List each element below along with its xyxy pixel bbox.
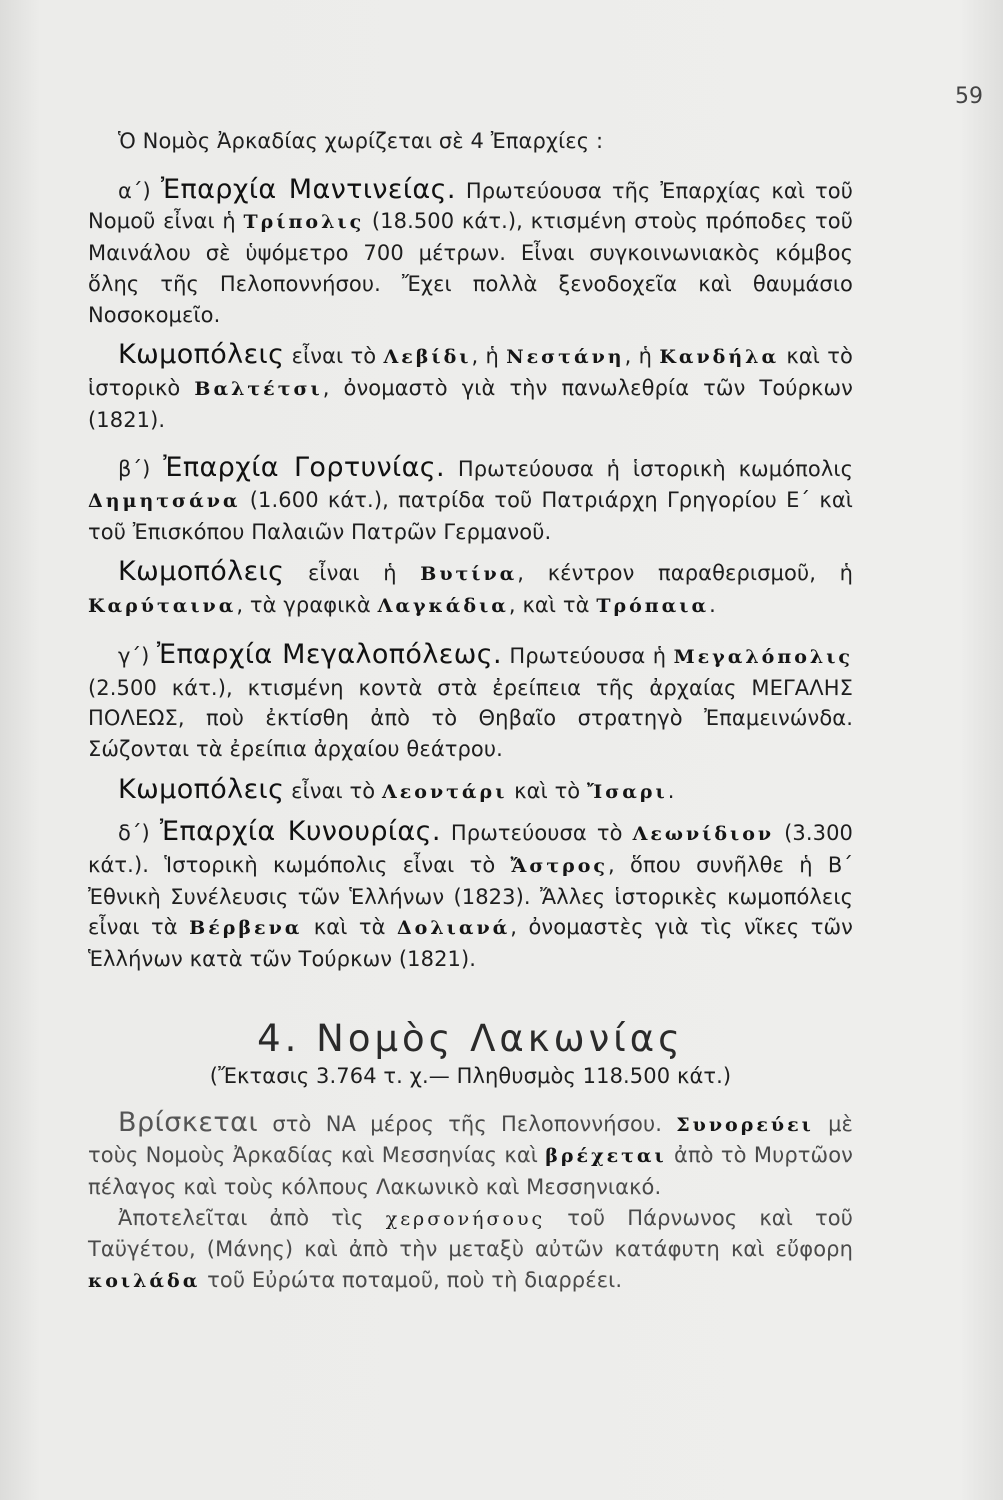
eparchia-d-town-astros: Ἄστρος	[510, 855, 609, 878]
section-subtitle: (Ἔκτασις 3.764 τ. χ.— Πληθυσμὸς 118.500 κάτ.)	[209, 1063, 732, 1088]
eparchia-c-komopoleis-label: Κωμοπόλεις	[118, 773, 285, 805]
lakonia-paragraph-1	[88, 1108, 853, 1203]
eparchia-d-town-2: Δολιανά	[396, 917, 511, 940]
eparchia-kynouria-paragraph	[88, 817, 853, 975]
lakonia-p1-lead: Βρίσκεται	[118, 1106, 259, 1138]
eparchia-c-number: γ΄)	[118, 643, 157, 668]
eparchia-c-komopoleis-paragraph	[88, 775, 853, 808]
eparchia-a-town-1: Λεβίδι	[383, 346, 472, 369]
eparchia-a-text-1: Πρωτεύουσα τῆς Ἐπαρχίας καὶ τοῦ Νομοῦ εἶναι ἡ	[88, 178, 853, 234]
section-title: 4. Νομὸς Λακωνίας	[257, 1016, 684, 1060]
lakonia-p2-text-b: τοῦ Πάρνωνος καὶ τοῦ Ταϋγέτου, (Μάνης) καὶ ἀπὸ τὴν μεταξὺ αὐτῶν κατάφυτη καὶ εὔφορη	[88, 1205, 853, 1262]
eparchia-b-komopoleis-paragraph	[88, 557, 853, 621]
eparchia-a-k-text-4: καὶ τὸ ἱστορικὸ	[88, 344, 853, 400]
eparchia-c-text-1: Πρωτεύουσα ἡ	[501, 643, 674, 668]
lakonia-p1-text-b: μὲ τοὺς Νομοὺς Ἀρκαδίας καὶ Μεσσηνίας καὶ	[88, 1111, 853, 1168]
eparchia-c-k-text-1: εἶναι τὸ	[284, 778, 382, 803]
eparchia-a-town-3: Κανδήλα	[659, 346, 780, 369]
eparchia-megalopolis-paragraph	[88, 640, 853, 765]
eparchia-a-number: α΄)	[118, 178, 161, 203]
lakonia-p1-spaced-1: Συνορεύει	[676, 1113, 814, 1136]
eparchia-c-town-1: Λεοντάρι	[382, 780, 508, 803]
eparchia-b-text-1: Πρωτεύουσα ἡ ἱστορικὴ κωμόπολις	[445, 457, 853, 482]
eparchia-b-town-2: Καρύταινα	[88, 595, 237, 618]
lakonia-p2-spaced-2: κοιλάδα	[88, 1270, 201, 1293]
intro-paragraph: Ὁ Νομὸς Ἀρκαδίας χωρίζεται σὲ 4 Ἐπαρχίες :	[118, 129, 604, 153]
eparchia-d-capital: Λεωνίδιον	[632, 823, 775, 846]
page-number: 59	[955, 84, 983, 109]
eparchia-a-text-2: (18.500 κάτ.), κτισμένη στοὺς πρόποδες τοῦ Μαινάλου σὲ ὑψόμετρο 700 μέτρων. Εἶναι συγκοινωνιακὸς κόμβος ὅλης τῆς Πελοποννήσου. Ἔχει πολλὰ ξενοδοχεῖα καὶ θαυμάσιο Νοσοκομεῖο.	[88, 209, 854, 327]
eparchia-a-title: Ἐπαρχία Μαντινείας.	[160, 173, 456, 205]
page-text	[88, 126, 853, 1297]
lakonia-p1-text-a: στὸ ΝΑ μέρος τῆς Πελοποννήσου.	[258, 1111, 677, 1136]
eparchia-c-text-2: (2.500 κάτ.), κτισμένη κοντὰ στὰ ἐρείπεια τῆς ἀρχαίας ΜΕΓΑΛΗΣ ΠΟΛΕΩΣ, ποὺ ἐκτίσθη ἀπὸ τὸ Θηβαῖο στρατηγὸ Ἐπαμεινώνδα. Σώζονται τὰ ἐρείπια ἀρχαίου θεάτρου.	[88, 675, 853, 761]
eparchia-a-town-2: Νεστάνη	[506, 346, 625, 369]
eparchia-mantineia-paragraph	[88, 175, 853, 331]
eparchia-c-town-2: Ἴσαρι	[587, 780, 668, 803]
eparchia-b-komopoleis-label: Κωμοπόλεις	[118, 556, 285, 588]
eparchia-d-text-5: , ὀνομαστὲς γιὰ τὶς νῖκες τῶν Ἑλλήνων κατὰ τῶν Τούρκων (1821).	[88, 915, 854, 972]
lakonia-paragraph-2	[88, 1203, 853, 1297]
lakonia-p2-spaced-1: χερσονήσους	[385, 1207, 546, 1230]
eparchia-a-k-text-1: εἶναι τὸ	[284, 344, 384, 369]
eparchia-b-town-4: Τρόπαια	[596, 595, 710, 618]
eparchia-b-town-1: Βυτίνα	[420, 563, 518, 586]
eparchia-b-town-3: Λαγκάδια	[377, 595, 509, 618]
eparchia-d-text-1: Πρωτεύουσα τὸ	[440, 821, 633, 846]
eparchia-b-title: Ἐπαρχία Γορτυνίας.	[163, 452, 446, 484]
eparchia-b-text-2: (1.600 κάτ.), πατρίδα τοῦ Πατριάρχη Γρηγορίου Ε΄ καὶ τοῦ Ἐπισκόπου Παλαιῶν Πατρῶν Γερμανοῦ.	[88, 488, 853, 544]
eparchia-a-k-text-3: , ἡ	[624, 344, 660, 369]
eparchia-a-town-4: Βαλτέτσι	[194, 377, 323, 400]
lakonia-p2-text-a: Ἀποτελεῖται ἀπὸ τὶς	[118, 1205, 386, 1230]
eparchia-b-number: β΄)	[118, 457, 164, 482]
eparchia-c-title: Ἐπαρχία Μεγαλοπόλεως.	[156, 638, 502, 670]
eparchia-b-k-text-3: , τὰ γραφικὰ	[236, 593, 378, 618]
eparchia-c-k-text-2: καὶ τὸ	[507, 778, 588, 803]
eparchia-b-k-text-1: εἶναι ἡ	[284, 561, 421, 586]
eparchia-c-k-text-3: .	[667, 778, 675, 803]
eparchia-b-k-text-2: , κέντρον παραθερισμοῦ, ἡ	[517, 561, 853, 586]
eparchia-a-komopoleis-label: Κωμοπόλεις	[118, 339, 285, 371]
lakonia-p1-text-c: ἀπὸ τὸ Μυρτῶον πέλαγος καὶ τοὺς κόλπους Λακωνικὸ καὶ Μεσσηνιακό.	[88, 1143, 853, 1199]
eparchia-b-k-text-4: , καὶ τὰ	[508, 593, 597, 618]
eparchia-d-number: δ΄)	[118, 821, 160, 846]
eparchia-c-capital: Μεγαλόπολις	[673, 645, 853, 668]
lakonia-p2-text-c: τοῦ Εὐρώτα ποταμοῦ, ποὺ τὴ διαρρέει.	[200, 1268, 623, 1293]
lakonia-p1-spaced-2: βρέχεται	[545, 1145, 667, 1168]
eparchia-d-text-2: (3.300 κάτ.). Ἱστορικὴ κωμόπολις εἶναι τὸ	[88, 821, 853, 878]
eparchia-d-town-1: Βέρβενα	[189, 917, 303, 940]
eparchia-gortynia-paragraph	[88, 453, 853, 547]
eparchia-b-capital: Δημητσάνα	[88, 490, 241, 513]
eparchia-d-text-4: καὶ τὰ	[302, 915, 397, 940]
eparchia-d-title: Ἐπαρχία Κυνουρίας.	[159, 816, 441, 848]
eparchia-a-capital: Τρίπολις	[243, 211, 365, 234]
eparchia-a-k-text-2: , ἡ	[471, 344, 507, 369]
eparchia-a-k-text-5: , ὀνομαστὸ γιὰ τὴν πανωλεθρία τῶν Τούρκων (1821).	[88, 375, 853, 432]
eparchia-d-text-3: , ὅπου συνῆλθε ἡ Β΄ Ἐθνικὴ Συνέλευσις τῶν Ἑλλήνων (1823). Ἄλλες ἱστορικὲς κωμοπόλεις εἶναι τὰ	[88, 853, 853, 940]
eparchia-b-k-text-5: .	[709, 593, 716, 618]
eparchia-a-komopoleis-paragraph	[88, 340, 853, 435]
